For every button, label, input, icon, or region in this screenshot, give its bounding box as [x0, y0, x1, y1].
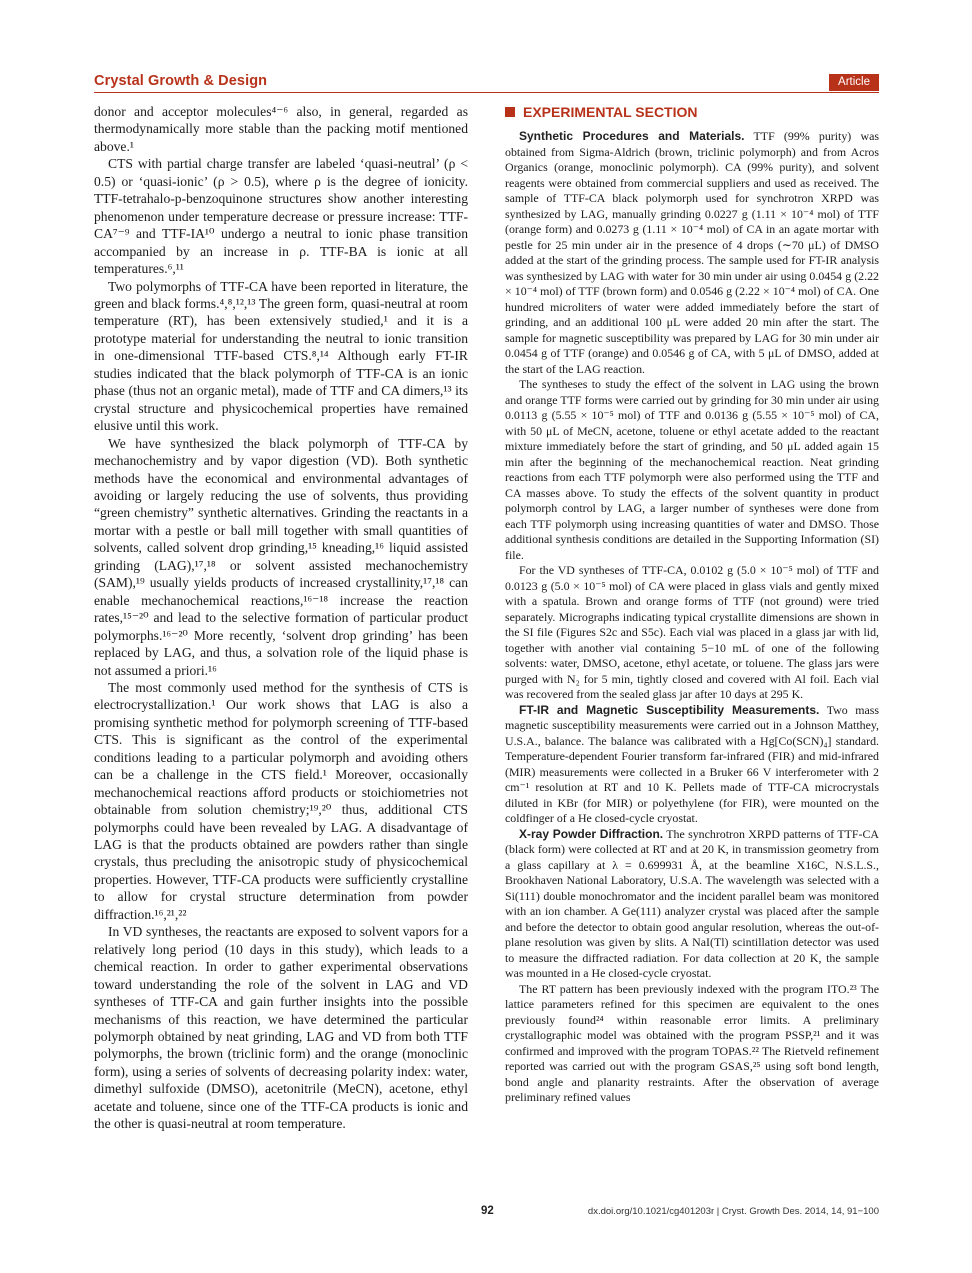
journal-title[interactable]: Crystal Growth & Design [94, 73, 268, 89]
run-in-heading: Synthetic Procedures and Materials. [519, 129, 745, 143]
right-column [505, 103, 879, 1106]
article-type-badge: Article [829, 74, 879, 91]
paragraph [505, 827, 879, 982]
paragraph-text: TTF (99% purity) was obtained from Sigma-Aldrich (brown, triclinic polymorph) and from Acros Organics (orange, monoclinic polymorph). CA (99% purity), and solvent reagents were obtained from commercial suppliers and used as received. The sample of TTF-CA black polymorph used for synchrotron XRPD was synthesized by LAG, manually grinding 0.0227 g (1.11 × 10⁻⁴ mol) of TTF (orange form) and 0.0273 g (1.11 × 10⁻⁴ mol) of CA in an agate mortar with pestle for 25 min under air in the presence of 4 drops (∼70 μL) of DMSO added at the start of the grinding process. The sample used for FT-IR analysis was synthesized by LAG with water for 30 min under air using 0.0454 g (2.22 × 10⁻⁴ mol) of TTF (brown form) and 0.0546 g (2.22 × 10⁻⁴ mol) of CA. One hundred microliters of water were added immediately before the start of grinding, and an additional 100 μL were added 20 min after the start. The sample for magnetic susceptibility was prepared by LAG for 30 min under air 0.0454 g of TTF (orange) and 0.0546 g of CA, with 5 μL of DMSO, added at the start of the LAG reaction. [505, 129, 879, 376]
section-title: EXPERIMENTAL SECTION [523, 104, 698, 120]
paragraph-text: The synchrotron XRPD patterns of TTF-CA (black form) were collected at RT and at 20 K, in transmission geometry from a glass capillary at λ = 0.699931 Å, at the beamline X16C, N.S.L.S., Brookhaven National Laboratory, U.S.A. The wavelength was selected with a Si(111) double monochromator and the incident parallel beam was monitored with an ion chamber. A Ge(111) analyzer crystal was placed after the sample and before the detector to obtain good angular resolution, whereas the out-of-plane resolution was given by slits. A NaI(Tl) scintillation detector was used to measure the diffracted radiation. For data collection at 20 K, the sample was mounted in a He closed-cycle cryostat. [505, 826, 879, 980]
paragraph-text: The syntheses to study the effect of the solvent in LAG using the brown and orange TTF forms were carried out by grinding for 30 min under air using 0.0113 g (5.55 × 10⁻⁵ mol) of TTF and 0.0136 g (5.55 × 10⁻⁵ mol) of CA, with 50 μL of MeCN, acetone, toluene or ethyl acetate added to the reactant mixture immediately before the start of grinding, and 50 μL added again 15 min after the beginning of the mechanochemical reaction. Neat grinding reactions from each TTF polymorph were also performed using the TTF and CA masses above. To study the effects of the solvent quantity in product polymorph control by LAG, a larger number of syntheses were done from each TTF polymorph using increasing quantities of water and DMSO. Those additional synthesis conditions are detailed in the Supporting Information (SI) file. [505, 377, 879, 562]
page-number: 92 [481, 1205, 494, 1217]
paragraph: We have synthesized the black polymorph of TTF-CA by mechanochemistry and by vapor digestion (VD). Both synthetic methods have the economical and environmental advantages of avoiding or largely reducing the use of solvents, thus providing “green chemistry” synthetic alternatives. Grinding the reactants in a mortar with a pestle or ball mill together with small quantities of solvents, called solvent drop grinding,¹⁵ kneading,¹⁶ liquid assisted grinding (LAG),¹⁷,¹⁸ or solvent assisted mechanochemistry (SAM),¹⁹ usually yields products of increased crystallinity,¹⁷,¹⁸ can enable mechanochemical reactions,¹⁶⁻¹⁸ increase the reaction rates,¹⁵⁻²⁰ and lead to the selective formation of particular product polymorphs.¹⁶⁻²⁰ More recently, ‘solvent drop grinding’ has been replaced by LAG, and thus, a solvation role of the liquid phase is not assumed a priori.¹⁶ [94, 435, 468, 678]
paragraph: In VD syntheses, the reactants are exposed to solvent vapors for a relatively long period (10 days in this study), which leads to a chemical reaction. In order to gather experimental observations toward understanding the role of the solvent in LAG and VD syntheses of TTF-CA and gain further insights into the possible mechanisms of this reaction, we have determined the particular polymorph obtained by neat grinding, LAG and VD from both TTF polymorphs, the brown (triclinic form) and the orange (monoclinic form), using a series of solvents of decreasing polarity index: water, dimethyl sulfoxide (DMSO), acetonitrile (MeCN), acetone, ethyl acetate and toluene, since one of the TTF-CA products is ionic and the other is quasi-neutral at room temperature. [94, 924, 468, 1132]
paragraph-text: For the VD syntheses of TTF-CA, 0.0102 g (5.0 × 10⁻⁵ mol) of TTF and 0.0123 g (5.0 × 10⁻⁵ mol) of CA were placed in glass vials and gently mixed with a spatula. Brown and orange forms of TTF (not ground) were tried separately. Micrographs indicating typical crystallite dimensions are shown in the SI file (Figures S2c and S5c). Each vial was placed in a glass jar with lid, together with another vial containing 5−10 mL of one of the following solvents: water, DMSO, acetone, ethyl acetate, or toluene. The glass jars were purged with N₂ for 5 min, tightly closed and covered with Al foil. Each vial was recovered from the sealed glass jar after 10 days at 295 K. [505, 563, 879, 701]
header-rule [94, 92, 879, 93]
paragraph: CTS with partial charge transfer are labeled ‘quasi-neutral’ (ρ < 0.5) or ‘quasi-ionic’ (ρ > 0.5), where ρ is the degree of ionicity. TTF-tetrahalo-p-benzoquinone structures show another interesting phenomenon under temperature decrease or pressure increase: TTF-CA⁷⁻⁹ and TTF-IA¹⁰ undergo a neutral to ionic phase transition accompanied by an increase in ρ. TTF-BA is ionic at all temperatures.⁶,¹¹ [94, 156, 468, 277]
left-column [94, 103, 468, 1133]
paragraph [505, 703, 879, 827]
section-heading [505, 103, 879, 121]
doi-citation[interactable]: dx.doi.org/10.1021/cg401203r | Cryst. Growth Des. 2014, 14, 91−100 [587, 1206, 879, 1217]
paragraph-text: Two mass magnetic susceptibility measurements were carried out in a Johnson Matthey, U.S.A., balance. The balance was calibrated with a Hg[Co(SCN)₄] standard. Temperature-dependent Fourier transform far-infrared (FIR) and mid-infrared (MIR) measurements were collected in a Bruker 66 V interferometer with 2 cm⁻¹ resolution at RT and 10 K. Pellets made of TTF-CA microcrystals diluted in KBr (for MIR) or polyethylene (for FIR), were mounted on the coldfinger of a He closed-cycle cryostat. [505, 702, 880, 825]
paragraph: Two polymorphs of TTF-CA have been reported in literature, the green and black forms.⁴,⁸,¹²,¹³ The green form, quasi-neutral at room temperature (RT), has been extensively studied,¹ and it is a prototype material for understanding the neutral to ionic transition in one-dimensional TTF-based CTS.⁸,¹⁴ Although early FT-IR studies indicated that the black polymorph of TTF-CA is an ionic phase (thus not an organic metal), made of TTF and CA dimers,¹³ its crystal structure and physicochemical properties have remained elusive until this work. [94, 278, 468, 434]
run-in-heading: FT-IR and Magnetic Susceptibility Measurements. [519, 702, 820, 717]
paragraph [505, 563, 879, 703]
running-header [94, 73, 879, 93]
paragraph [505, 982, 879, 1106]
paragraph-text: The RT pattern has been previously indexed with the program ITO.²³ The lattice parameters refined for this specimen are equivalent to the ones previously found²⁴ within reasonable error limits. A preliminary crystallographic model was obtained with the program PSSP,²¹ and it was confirmed and improved with the program TOPAS.²² The Rietveld refinement reported was carried out with the program GSAS,²⁵ using soft bond length, bond angle and planarity restraints. After the observation of average preliminary refined values [505, 981, 879, 1104]
paragraph: donor and acceptor molecules⁴⁻⁶ also, in general, regarded as thermodynamically more stable than the packing motif mentioned above.¹ [94, 104, 468, 154]
section-square-icon [505, 107, 515, 117]
paragraph [505, 129, 879, 377]
run-in-heading: X-ray Powder Diffraction. [519, 826, 664, 841]
paragraph [505, 377, 879, 563]
paragraph: The most commonly used method for the synthesis of CTS is electrocrystallization.¹ Our work shows that LAG is also a promising synthetic method for polymorph screening of TTF-based CTS. This is significant as the control of the experimental conditions leading to a particular polymorph and avoiding others can be a challenge in the CTS field.¹ Moreover, occasionally mechanochemical reactions afford products or stoichiometries not obtainable from solution chemistry;¹⁹,²⁰ thus, additional CTS polymorphs could have been revealed by LAG. A disadvantage of LAG is that the products obtained are powders rather than single crystals, thus precluding the anisotropic study of physicochemical properties. However, TTF-CA products were sufficiently crystalline to allow for crystal structure determination from powder diffraction.¹⁶,²¹,²² [94, 679, 468, 922]
